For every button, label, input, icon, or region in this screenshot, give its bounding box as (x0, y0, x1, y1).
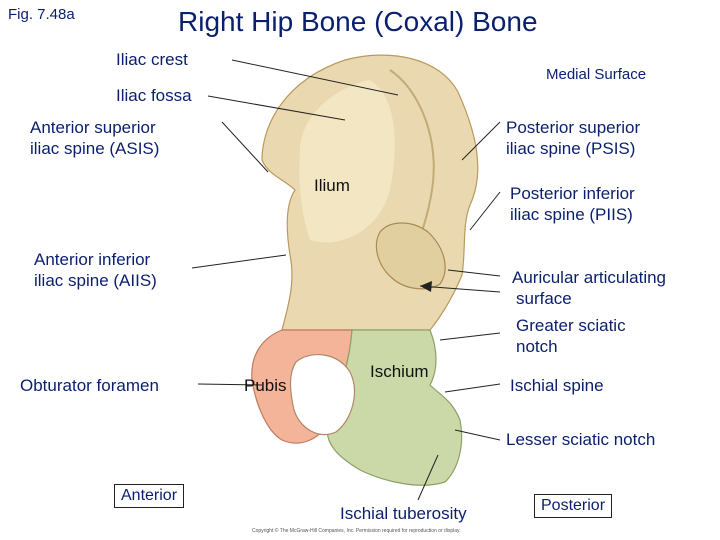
diagram-title: Right Hip Bone (Coxal) Bone (178, 6, 538, 37)
label-aiis (34, 250, 157, 291)
label-iliac-crest: Iliac crest (116, 50, 188, 69)
label-asis-line1: Anterior superior (30, 118, 156, 137)
label-piis-line2: iliac spine (PIIS) (510, 204, 633, 224)
obturator-foramen-shape (291, 355, 355, 435)
label-ischial-tuberosity: Ischial tuberosity (340, 504, 467, 523)
label-greater-sciatic-notch (516, 316, 626, 357)
surface-label: Medial Surface (546, 66, 647, 83)
label-pubis: Pubis (244, 376, 287, 395)
leader-piis (470, 192, 500, 230)
copyright-notice: Copyright © The McGraw-Hill Companies, Inc. Permission required for reproduction or display. (252, 528, 461, 534)
label-iliac-fossa: Iliac fossa (116, 86, 192, 105)
label-ischium: Ischium (370, 362, 429, 381)
label-aiis-line2: iliac spine (AIIS) (34, 270, 157, 290)
anterior-orientation-box: Anterior (114, 484, 184, 508)
label-asis-line2: iliac spine (ASIS) (30, 138, 160, 158)
leader-greater-sciatic (440, 333, 500, 340)
label-psis-line2: iliac spine (PSIS) (506, 138, 636, 158)
leader-asis (222, 122, 268, 172)
label-greater-sciatic-line2: notch (516, 336, 558, 356)
label-aiis-line1: Anterior inferior (34, 250, 151, 269)
label-auricular-surface (512, 268, 666, 309)
figure-label: Fig. 7.48a (8, 6, 75, 23)
label-auricular-line1: Auricular articulating (512, 268, 667, 287)
label-piis-line1: Posterior inferior (510, 184, 635, 203)
label-ischial-spine: Ischial spine (510, 376, 604, 395)
label-psis (506, 118, 640, 159)
label-obturator-foramen: Obturator foramen (20, 376, 159, 395)
leader-aiis (192, 255, 286, 268)
label-piis (510, 184, 635, 225)
label-psis-line1: Posterior superior (506, 118, 641, 137)
leader-ischial-spine (445, 384, 500, 392)
label-auricular-line2: surface (516, 288, 572, 308)
label-greater-sciatic-line1: Greater sciatic (516, 316, 626, 335)
label-lesser-sciatic-notch: Lesser sciatic notch (506, 430, 656, 449)
label-asis (30, 118, 159, 159)
posterior-orientation-box: Posterior (534, 494, 612, 518)
label-ilium: Ilium (314, 176, 350, 195)
